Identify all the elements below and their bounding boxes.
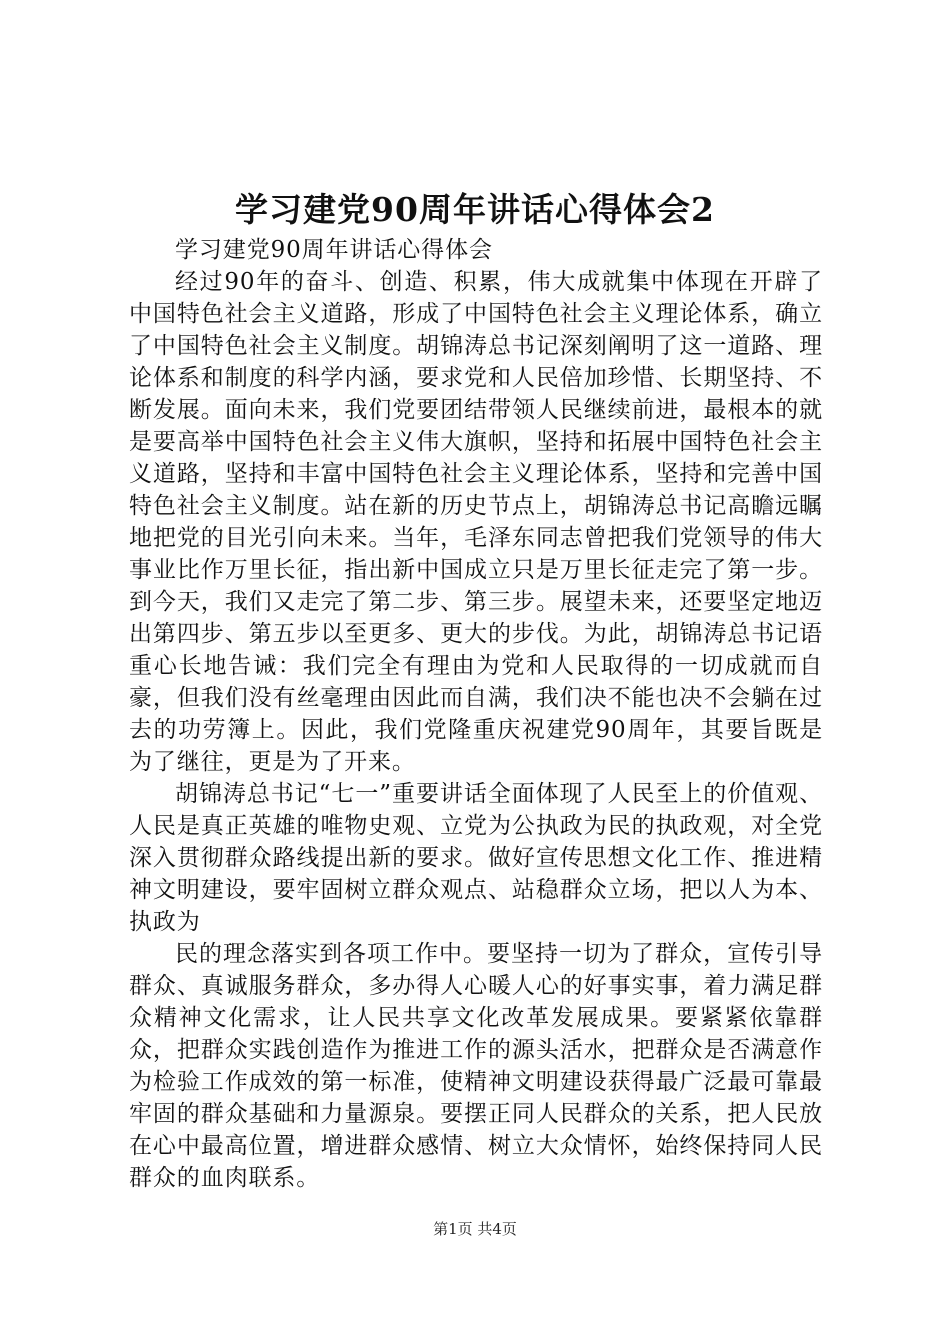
body-paragraph: 胡锦涛总书记“七一”重要讲话全面体现了人民至上的价值观、人民是真正英雄的唯物史观、立党为公执政为民的执政观，对全党深入贯彻群众路线提出新的要求。做好宣传思想文化工作、推进精神文明建设，要牢固树立群众观点、站稳群众立场，把以人为本、执政为 (129, 781, 823, 935)
document-subtitle: 学习建党90周年讲话心得体会 (175, 237, 493, 263)
page-number-footer: 第1页 共4页 (433, 1220, 517, 1238)
document-body (129, 234, 823, 1194)
document-title: 学习建党90周年讲话心得体会2 (235, 190, 715, 229)
body-paragraph: 民的理念落实到各项工作中。要坚持一切为了群众，宣传引导群众、真诚服务群众，多办得人心暖人心的好事实事，着力满足群众精神文化需求，让人民共享文化改革发展成果。要紧紧依靠群众，把群众实践创造作为推进工作的源头活水，把群众是否满意作为检验工作成效的第一标准，使精神文明建设获得最广泛最可靠最牢固的群众基础和力量源泉。要摆正同人民群众的关系，把人民放在心中最高位置，增进群众感情、树立大众情怀，始终保持同人民群众的血肉联系。 (129, 941, 823, 1191)
body-paragraph: 经过90年的奋斗、创造、积累，伟大成就集中体现在开辟了中国特色社会主义道路，形成了中国特色社会主义理论体系，确立了中国特色社会主义制度。胡锦涛总书记深刻阐明了这一道路、理论体系和制度的科学内涵，要求党和人民倍加珍惜、长期坚持、不断发展。面向未来，我们党要团结带领人民继续前进，最根本的就是要高举中国特色社会主义伟大旗帜，坚持和拓展中国特色社会主义道路，坚持和丰富中国特色社会主义理论体系，坚持和完善中国特色社会主义制度。站在新的历史节点上，胡锦涛总书记高瞻远瞩地把党的目光引向未来。当年，毛泽东同志曾把我们党领导的伟大事业比作万里长征，指出新中国成立只是万里长征走完了第一步。到今天，我们又走完了第二步、第三步。展望未来，还要坚定地迈出第四步、第五步以至更多、更大的步伐。为此，胡锦涛总书记语重心长地告诫：我们完全有理由为党和人民取得的一切成就而自豪，但我们没有丝毫理由因此而自满，我们决不能也决不会躺在过去的功劳簿上。因此，我们党隆重庆祝建党90周年，其要旨既是为了继往，更是为了开来。 (129, 269, 823, 775)
